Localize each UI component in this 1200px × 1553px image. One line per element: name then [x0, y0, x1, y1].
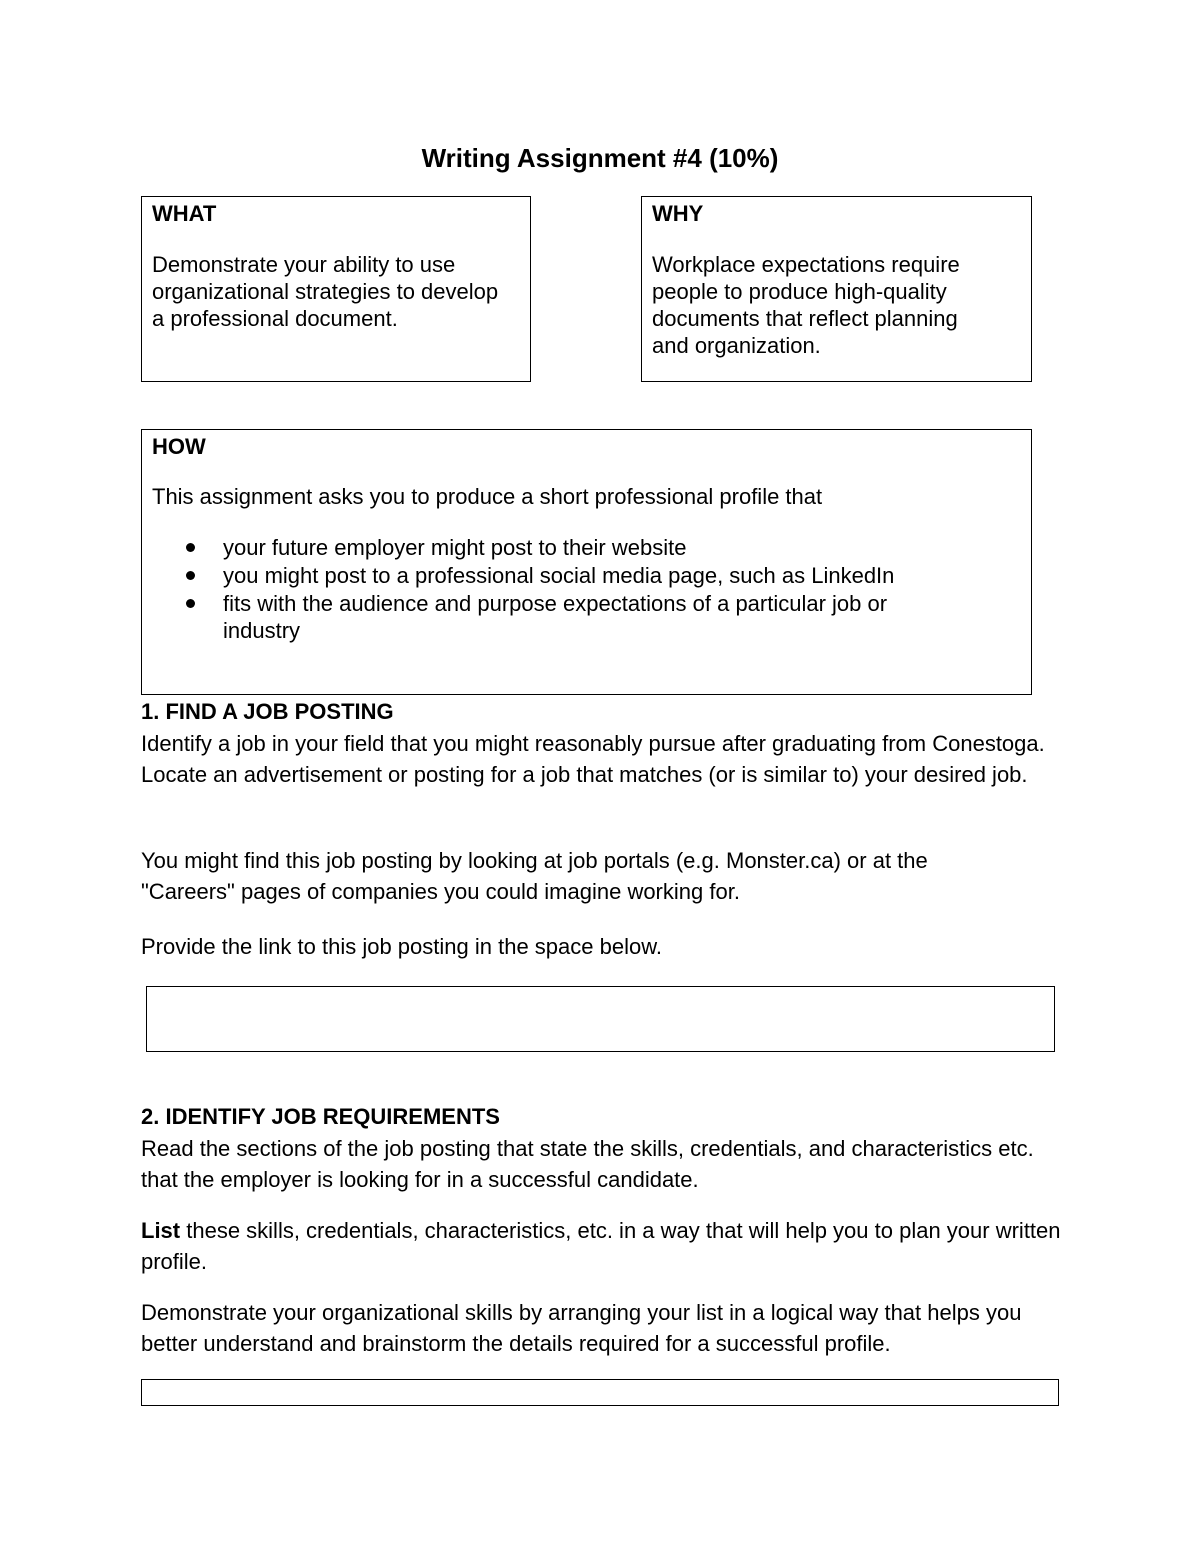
why-heading: WHY [652, 201, 704, 226]
requirements-answer-box[interactable] [141, 1379, 1059, 1406]
how-heading: HOW [152, 434, 206, 459]
section-1-paragraph-3: Provide the link to this job posting in the space below. [141, 934, 662, 959]
list-emphasis: List [141, 1218, 181, 1243]
bullet-text: you might post to a professional social media page, such as LinkedIn [223, 563, 895, 588]
bullet-icon [186, 571, 195, 580]
what-box [141, 196, 531, 382]
section-2-paragraph-2 [141, 1215, 1071, 1277]
page-title: Writing Assignment #4 (10%) [421, 143, 779, 173]
what-body: Demonstrate your ability to use organizational strategies to develop a professional document. [152, 252, 499, 331]
how-box [141, 429, 1032, 695]
bullet-text: fits with the audience and purpose expectations of a particular job or industry [223, 591, 888, 643]
section-1-paragraph-1: Identify a job in your field that you might reasonably pursue after graduating from Conestoga. Locate an advertisement or posting for a job that matches (or is similar to) your desired job. [141, 731, 1045, 787]
section-1-heading: 1. FIND A JOB POSTING [141, 699, 394, 724]
section-2-paragraph-3: Demonstrate your organizational skills by arranging your list in a logical way that helps you better understand and brainstorm the details required for a successful profile. [141, 1300, 1022, 1356]
section-1-paragraph-2: You might find this job posting by looking at job portals (e.g. Monster.ca) or at the "Careers" pages of companies you could imagine working for. [141, 848, 928, 904]
bullet-icon [186, 543, 195, 552]
why-body: Workplace expectations require people to produce high-quality documents that reflect planning and organization. [652, 252, 960, 358]
how-bullet-list [152, 534, 992, 645]
job-link-answer-box[interactable] [146, 986, 1055, 1052]
list-item [152, 562, 992, 589]
what-heading: WHAT [152, 201, 217, 226]
bullet-text: your future employer might post to their website [223, 535, 687, 560]
how-intro: This assignment asks you to produce a short professional profile that [152, 484, 823, 509]
section-2-paragraph-1: Read the sections of the job posting that state the skills, credentials, and characteristics etc. that the employer is looking for in a successful candidate. [141, 1136, 1034, 1192]
list-item [152, 590, 992, 644]
section-2-paragraph-2-text: these skills, credentials, characteristics, etc. in a way that will help you to plan your written profile. [141, 1218, 1061, 1274]
bullet-icon [186, 599, 195, 608]
section-2-heading: 2. IDENTIFY JOB REQUIREMENTS [141, 1104, 500, 1129]
why-box [641, 196, 1032, 382]
list-item [152, 534, 992, 561]
